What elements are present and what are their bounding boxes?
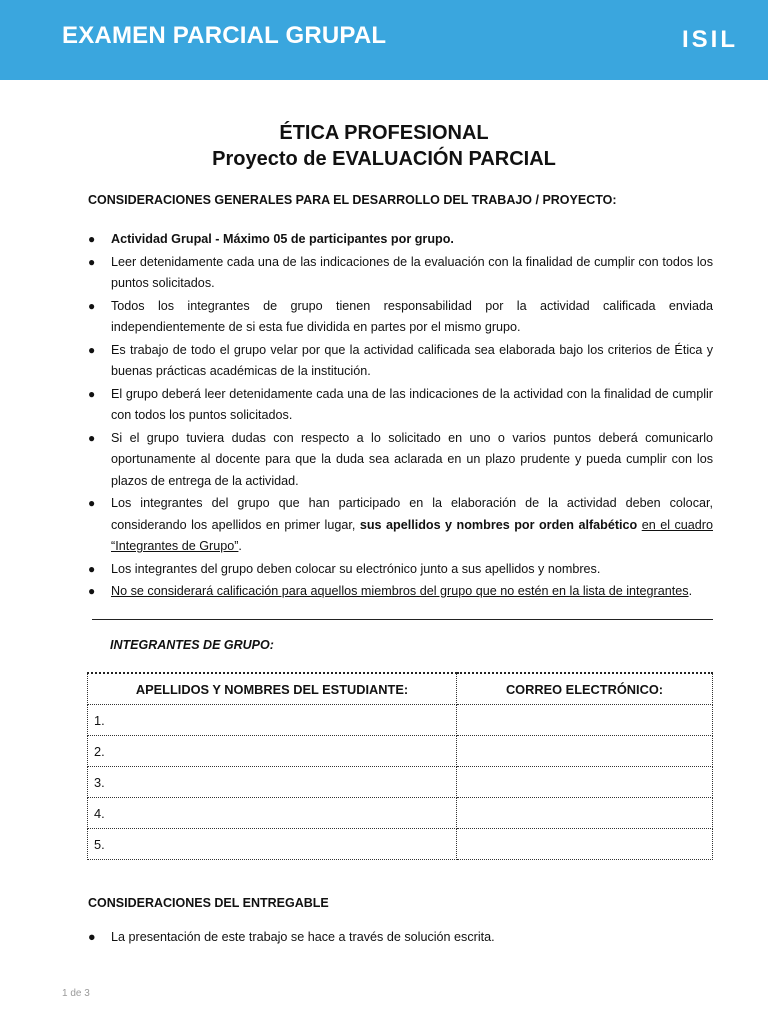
exam-title: EXAMEN PARCIAL GRUPAL [62, 22, 387, 49]
bullet-text-underlined: en el cuadro “Integrantes de Grupo” [111, 517, 713, 553]
members-heading: INTEGRANTES DE GRUPO: [110, 638, 274, 652]
bullet-icon: ● [88, 386, 96, 401]
bullet-icon: ● [88, 232, 96, 246]
member-email-cell[interactable] [457, 829, 713, 860]
bullet-icon: ● [88, 298, 96, 313]
list-item [88, 559, 713, 581]
table-row [88, 798, 713, 829]
general-considerations-heading: CONSIDERACIONES GENERALES PARA EL DESARROLLO DEL TRABAJO / PROYECTO: [88, 193, 617, 207]
bullet-text: La presentación de este trabajo se hace a través de solución escrita. [111, 930, 495, 944]
list-item [88, 296, 713, 339]
list-item [88, 340, 713, 383]
bullet-icon: ● [88, 254, 96, 269]
list-item [88, 252, 713, 295]
members-table [87, 672, 713, 860]
list-item [88, 493, 713, 558]
bullet-text: Es trabajo de todo el grupo velar por que la actividad calificada sea elaborada bajo los criterios de Ética y buenas prácticas académicas de la institución. [111, 342, 713, 378]
list-item [88, 927, 713, 948]
list-item [88, 229, 713, 251]
table-row [88, 829, 713, 860]
member-name-cell[interactable]: 1. [88, 705, 457, 736]
member-email-cell[interactable] [457, 767, 713, 798]
bullet-icon: ● [88, 342, 96, 357]
bullet-text: El grupo deberá leer detenidamente cada una de las indicaciones de la actividad con la finalidad de cumplir con todos los puntos solicitados. [111, 386, 713, 422]
member-email-cell[interactable] [457, 736, 713, 767]
list-item [88, 581, 713, 603]
bullet-text: Leer detenidamente cada una de las indicaciones de la evaluación con la finalidad de cumplir con todos los puntos solicitados. [111, 254, 713, 290]
col-header-email: CORREO ELECTRÓNICO: [457, 673, 713, 705]
list-item [88, 428, 713, 493]
bullet-icon: ● [88, 430, 96, 445]
member-name-cell[interactable]: 3. [88, 767, 457, 798]
bullet-text: Los integrantes del grupo que han participado en la elaboración de la actividad deben colocar, considerando los apellidos en primer lugar, [111, 496, 713, 532]
member-name-cell[interactable]: 4. [88, 798, 457, 829]
member-email-cell[interactable] [457, 705, 713, 736]
deliverable-list [88, 927, 713, 948]
bullet-icon: ● [88, 496, 96, 510]
bullet-text-underlined: No se considerará calificación para aquellos miembros del grupo que no estén en la lista de integrantes [111, 584, 689, 598]
page-indicator: 1 de 3 [62, 988, 90, 999]
bullet-text: Actividad Grupal - Máximo 05 de participantes por grupo. [111, 232, 454, 246]
bullet-text: Todos los integrantes de grupo tienen responsabilidad por la actividad calificada enviada independientemente de si esta fue dividida en partes por el mismo grupo. [111, 298, 713, 334]
bullet-icon: ● [88, 561, 96, 576]
col-header-names: APELLIDOS Y NOMBRES DEL ESTUDIANTE: [88, 673, 457, 705]
bullet-icon: ● [88, 930, 96, 944]
bullet-icon: ● [88, 584, 96, 598]
isil-logo: ISIL [681, 26, 738, 53]
bullet-text-end: . [238, 539, 242, 553]
member-name-cell[interactable]: 2. [88, 736, 457, 767]
bullet-text: Los integrantes del grupo deben colocar su electrónico junto a sus apellidos y nombres. [111, 561, 601, 576]
table-header-row [88, 673, 713, 705]
header-banner [0, 0, 768, 80]
table-row [88, 736, 713, 767]
deliverable-heading: CONSIDERACIONES DEL ENTREGABLE [88, 896, 329, 910]
table-row [88, 767, 713, 798]
bullet-text-bold: sus apellidos y nombres por orden alfabético [359, 517, 638, 532]
bullet-text-end: . [688, 584, 693, 598]
bullet-text: Si el grupo tuviera dudas con respecto a lo solicitado en uno o varios puntos deberá comunicarlo oportunamente al docente para que la duda sea aclarada en un plazo prudente y pueda cumplir con los plazos de entrega de la actividad. [111, 430, 713, 488]
considerations-list [88, 229, 713, 604]
course-title: ÉTICA PROFESIONAL [279, 122, 489, 144]
list-item [88, 384, 713, 427]
member-email-cell[interactable] [457, 798, 713, 829]
horizontal-divider [92, 619, 713, 620]
project-title: Proyecto de EVALUACIÓN PARCIAL [212, 148, 556, 170]
member-name-cell[interactable]: 5. [88, 829, 457, 860]
table-row [88, 705, 713, 736]
